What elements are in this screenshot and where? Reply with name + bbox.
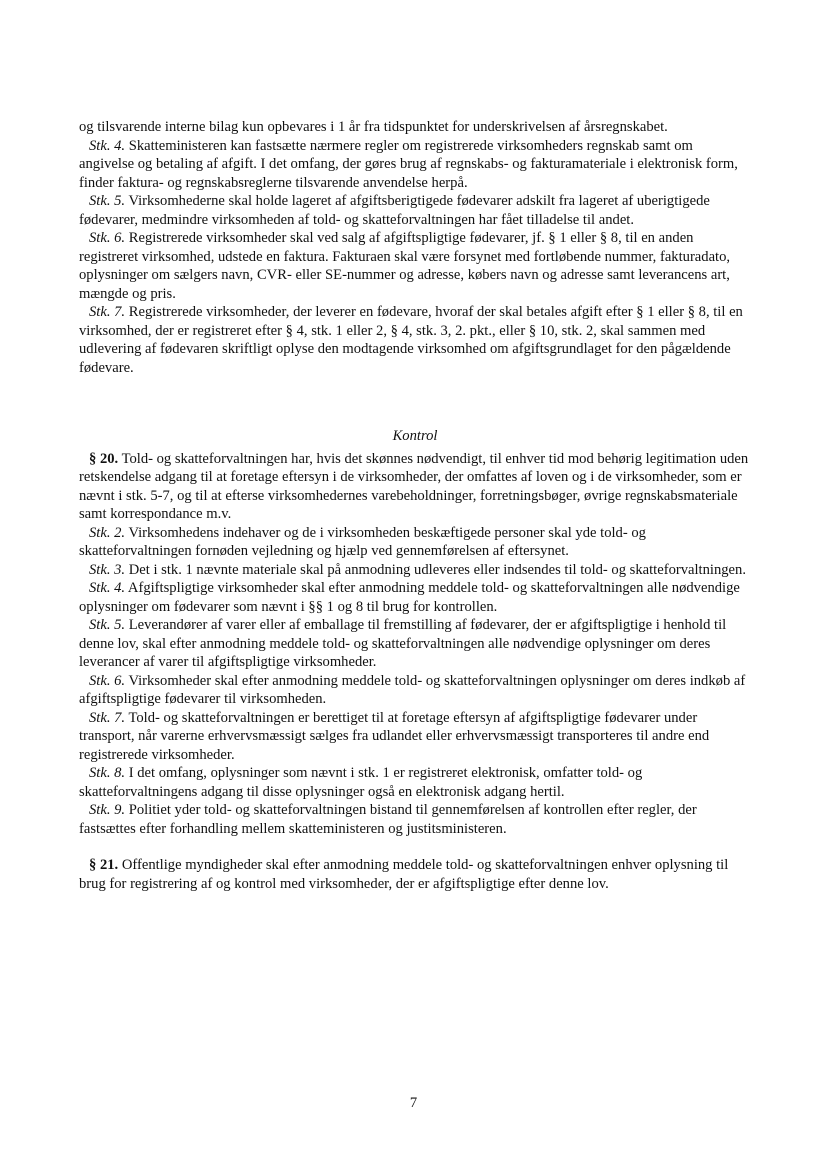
- stk-text: Politiet yder told- og skatteforvaltningen bistand til gennemførelsen af kontrollen efter regler, der fastsættes efter forhandling mellem skatteministeren og justitsministeren.: [79, 802, 697, 837]
- s20-paragraph: [79, 450, 751, 524]
- s20-stk-3: [79, 561, 751, 580]
- stk-label: Stk. 4.: [89, 580, 126, 596]
- stk-label: Stk. 5.: [89, 193, 126, 209]
- s20-stk-2: [79, 524, 751, 561]
- stk-label: Stk. 9.: [89, 802, 126, 818]
- s20-stk-4: [79, 579, 751, 616]
- section-number: § 20.: [89, 450, 119, 467]
- section-text: Told- og skatteforvaltningen har, hvis det skønnes nødvendigt, til enhver tid mod behørig legitimation uden retskendelse adgang til at foretage eftersyn i de virksomheder, der omfattes af loven og i de virksomheder, som er nævnt i stk. 5-7, og til at efterse virksomhedernes varebeholdninger, forretningsbøger, øvrige regnskabsmateriale samt korrespondance m.v.: [79, 450, 749, 522]
- stk-label: Stk. 6.: [89, 230, 126, 246]
- stk-text: Virksomhederne skal holde lageret af afgiftsberigtigede fødevarer adskilt fra lageret af uberigtigede fødevarer, medmindre virksomheden af told- og skatteforvaltningen har fået tilladelse til andet.: [79, 193, 710, 228]
- s20-stk-9: [79, 801, 751, 838]
- stk-label: Stk. 4.: [89, 137, 126, 154]
- section-heading-kontrol: Kontrol: [392, 428, 438, 444]
- section-number: § 21.: [89, 857, 119, 873]
- s19-stk-5: [79, 192, 751, 229]
- stk-text: Afgiftspligtige virksomheder skal efter anmodning meddele told- og skatteforvaltningen alle nødvendige oplysninger om fødevarer som nævnt i §§ 1 og 8 til brug for kontrollen.: [79, 580, 740, 615]
- stk-text: I det omfang, oplysninger som nævnt i stk. 1 er registreret elektronisk, omfatter told- og skatteforvaltningens adgang til disse oplysninger også en elektronisk adgang hertil.: [79, 765, 643, 800]
- stk-text: Leverandører af varer eller af emballage til fremstilling af fødevarer, der er afgiftspligtige i henhold til denne lov, skal efter anmodning meddele told- og skatteforvaltningen alle nødvendige oplysninger om deres leverancer af varer til afgiftspligtige virksomheder.: [79, 617, 727, 670]
- section-text: Offentlige myndigheder skal efter anmodning meddele told- og skatteforvaltningen enhver oplysning til brug for registrering af og kontrol med virksomheder, der er afgiftspligtige efter denne lov.: [79, 857, 729, 892]
- s19-stk-6: [79, 229, 751, 303]
- stk-label: Stk. 6.: [89, 672, 126, 689]
- stk-text: Told- og skatteforvaltningen er berettiget til at foretage eftersyn af afgiftspligtige fødevarer under transport, når varerne erhvervsmæssigt sælges fra udlandet eller erhvervsmæssigt transporteres til andre end registrerede virksomheder.: [79, 709, 710, 763]
- stk-text: Virksomhedens indehaver og de i virksomheden beskæftigede personer skal yde told- og skatteforvaltningen fornøden vejledning og hjælp ved gennemførelsen af eftersynet.: [79, 524, 646, 559]
- s20-stk-5: [79, 616, 751, 672]
- stk-label: Stk. 5.: [89, 617, 126, 633]
- s19-stk-4: [79, 137, 751, 193]
- stk-text: Virksomheder skal efter anmodning meddele told- og skatteforvaltningen oplysninger om deres indkøb af afgiftspligtige fødevarer til virksomheden.: [79, 672, 746, 707]
- stk-text: Det i stk. 1 nævnte materiale skal på anmodning udleveres eller indsendes til told- og skatteforvaltningen.: [128, 561, 746, 578]
- s20-stk-8: [79, 764, 751, 801]
- stk-label: Stk. 7.: [89, 304, 126, 320]
- stk-text: Skatteministeren kan fastsætte nærmere regler om registrerede virksomheders regnskab samt om angivelse og betaling af afgift. I det omfang, der gøres brug af regnskabs- og fakturamateriale i elektronisk form, finder faktura- og regnskabsreglerne tilsvarende anvendelse herpå.: [79, 137, 738, 191]
- s19-stk-7: [79, 303, 751, 377]
- stk-label: Stk. 7.: [89, 709, 126, 726]
- stk-text: Registrerede virksomheder, der leverer en fødevare, hvoraf der skal betales afgift efter § 1 eller § 8, til en virksomhed, der er registreret efter § 4, stk. 1 eller 2, § 4, stk. 3, 2. pkt., eller § 10, stk. 2, skal sammen med udlevering af fødevaren skriftligt oplyse den modtagende virksomhed om afgiftsgrundlaget for den pågældende fødevare.: [79, 304, 743, 376]
- stk-text: Registrerede virksomheder skal ved salg af afgiftspligtige fødevarer, jf. § 1 eller § 8, til en anden registreret virksomhed, udstede en faktura. Fakturaen skal være forsynet med fortløbende nummer, fakturadato, oplysninger om sælgers navn, CVR- eller SE-nummer og adresse, købers navn og adresse samt leverancens art, mængde og pris.: [79, 230, 731, 302]
- stk-label: Stk. 2.: [89, 524, 126, 541]
- page-body: [79, 118, 751, 893]
- s20-stk-6: [79, 672, 751, 709]
- page-number: 7: [409, 1095, 418, 1111]
- s20-stk-7: [79, 709, 751, 765]
- s21-paragraph: [79, 856, 751, 893]
- stk-label: Stk. 3.: [89, 561, 126, 578]
- continuation-paragraph: og tilsvarende interne bilag kun opbevares i 1 år fra tidspunktet for underskrivelsen af årsregnskabet.: [79, 119, 668, 135]
- stk-label: Stk. 8.: [89, 765, 126, 781]
